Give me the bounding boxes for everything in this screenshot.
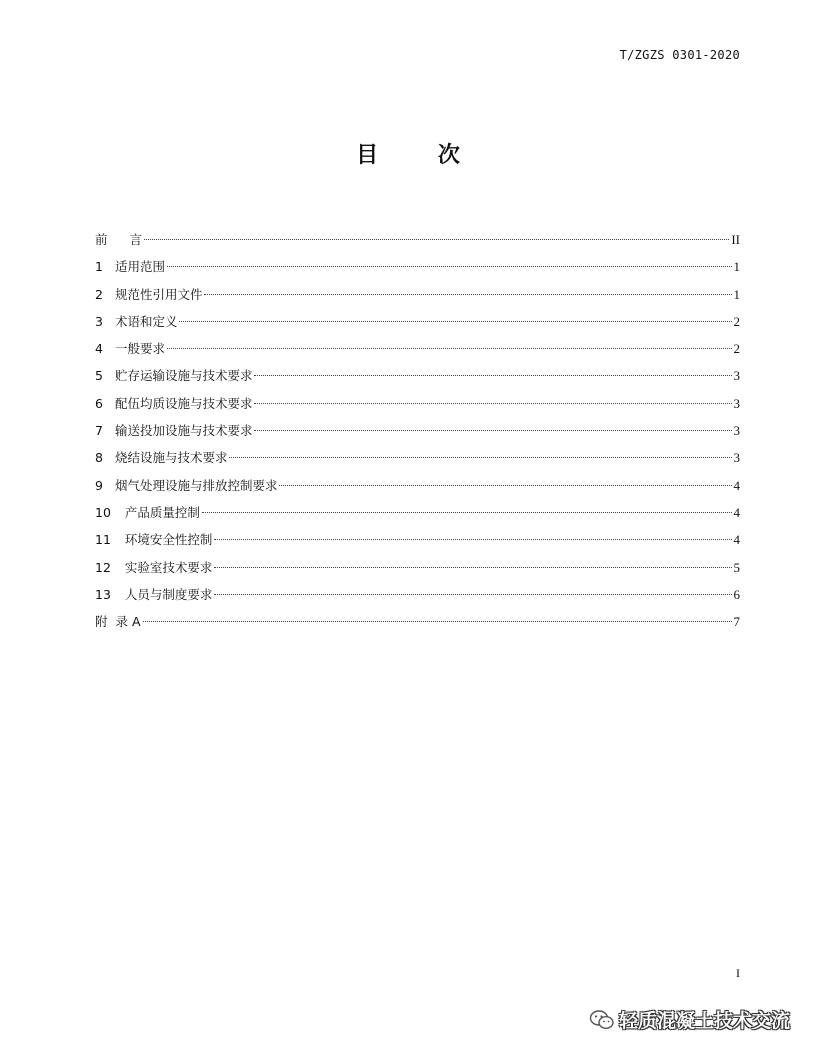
toc-entry-label: 配伍均质设施与技术要求 [114,395,253,411]
watermark [589,1006,790,1033]
toc-entry[interactable] [95,390,740,417]
toc-entry-label: 实验室技术要求 [124,559,213,575]
toc-entry[interactable] [95,554,740,581]
page-number: I [736,966,740,980]
toc-entry-number: 2 [95,286,103,302]
toc-entry[interactable] [95,417,740,444]
toc-leader-dots [204,294,731,295]
toc-entry-label: 术语和定义 [114,313,178,329]
toc-entry-number: 4 [95,341,103,357]
document-code: T/ZGZS 0301-2020 [619,48,740,62]
toc-entry-label: 烧结设施与技术要求 [114,450,228,466]
toc-leader-dots [254,375,731,376]
toc-entry-page: 6 [733,586,740,602]
toc-entry-page: 3 [733,423,740,439]
toc-entry-number: 附 [95,614,108,630]
toc-entry-page: 4 [733,532,740,548]
toc-leader-dots [254,403,731,404]
toc-entry-number: 1 [95,259,103,275]
toc-entry-page: 3 [733,450,740,466]
toc-entry-page: 7 [733,614,740,630]
toc-entry-number: 8 [95,450,103,466]
toc-entry-number: 6 [95,395,103,411]
toc-entry[interactable] [95,526,740,553]
toc-entry-page: 1 [733,259,740,275]
toc-entry-number: 5 [95,368,103,384]
toc-entry-number: 3 [95,313,103,329]
toc-leader-dots [254,430,731,431]
toc-entry[interactable] [95,308,740,335]
toc-entry-page: 4 [733,504,740,520]
toc-entry-page: 2 [733,341,740,357]
toc-leader-dots [279,485,731,486]
toc-entry-label: 言 [129,232,143,247]
toc-entry-label: 输送投加设施与技术要求 [114,423,253,439]
toc-entry-page: 3 [733,368,740,384]
toc-leader-dots [167,266,732,267]
toc-entry-number: 9 [95,477,103,493]
toc-entry-number: 前 [95,232,108,247]
toc-leader-dots [229,457,731,458]
toc-entry[interactable] [95,335,740,362]
toc-entry-label: 适用范围 [114,259,165,275]
toc-entry-page: 2 [733,313,740,329]
toc-entry-number: 10 [95,504,111,520]
wechat-icon [589,1009,615,1031]
page-title: 目 次 [356,143,486,168]
toc-entry[interactable] [95,281,740,308]
toc-leader-dots [214,567,731,568]
toc-entry-label: 贮存运输设施与技术要求 [114,368,253,384]
toc-entry[interactable] [95,608,740,635]
toc-entry[interactable] [95,362,740,389]
toc-entry[interactable] [95,499,740,526]
toc-entry-page: 3 [733,395,740,411]
toc-entry-page: 4 [733,477,740,493]
watermark-text: 轻质混凝土技术交流 [618,1010,790,1032]
toc-leader-dots [167,348,732,349]
toc-entry[interactable] [95,226,740,253]
toc-leader-dots [214,539,731,540]
toc-entry[interactable] [95,581,740,608]
toc-entry-label: 一般要求 [114,341,165,357]
toc-entry[interactable] [95,444,740,471]
toc-entry-number: 7 [95,423,103,439]
toc-entry-number: 12 [95,559,111,575]
toc-leader-dots [214,594,731,595]
toc-entry[interactable] [95,253,740,280]
toc-entry-page: 1 [733,286,740,302]
toc-leader-dots [202,512,732,513]
toc-entry-number: 11 [95,532,111,548]
toc-entry-label: 环境安全性控制 [124,532,213,548]
toc-leader-dots [179,321,731,322]
toc-entry[interactable] [95,472,740,499]
toc-entry-page: II [731,232,740,247]
toc-entry-label: 录 A [115,614,141,630]
toc-entry-number: 13 [95,586,111,602]
toc-leader-dots [143,621,732,622]
toc-entry-label: 产品质量控制 [124,504,200,520]
table-of-contents [95,226,740,635]
toc-entry-label: 烟气处理设施与排放控制要求 [114,477,278,493]
toc-entry-label: 规范性引用文件 [114,286,203,302]
toc-leader-dots [144,239,729,240]
toc-entry-label: 人员与制度要求 [124,586,213,602]
toc-entry-page: 5 [733,559,740,575]
